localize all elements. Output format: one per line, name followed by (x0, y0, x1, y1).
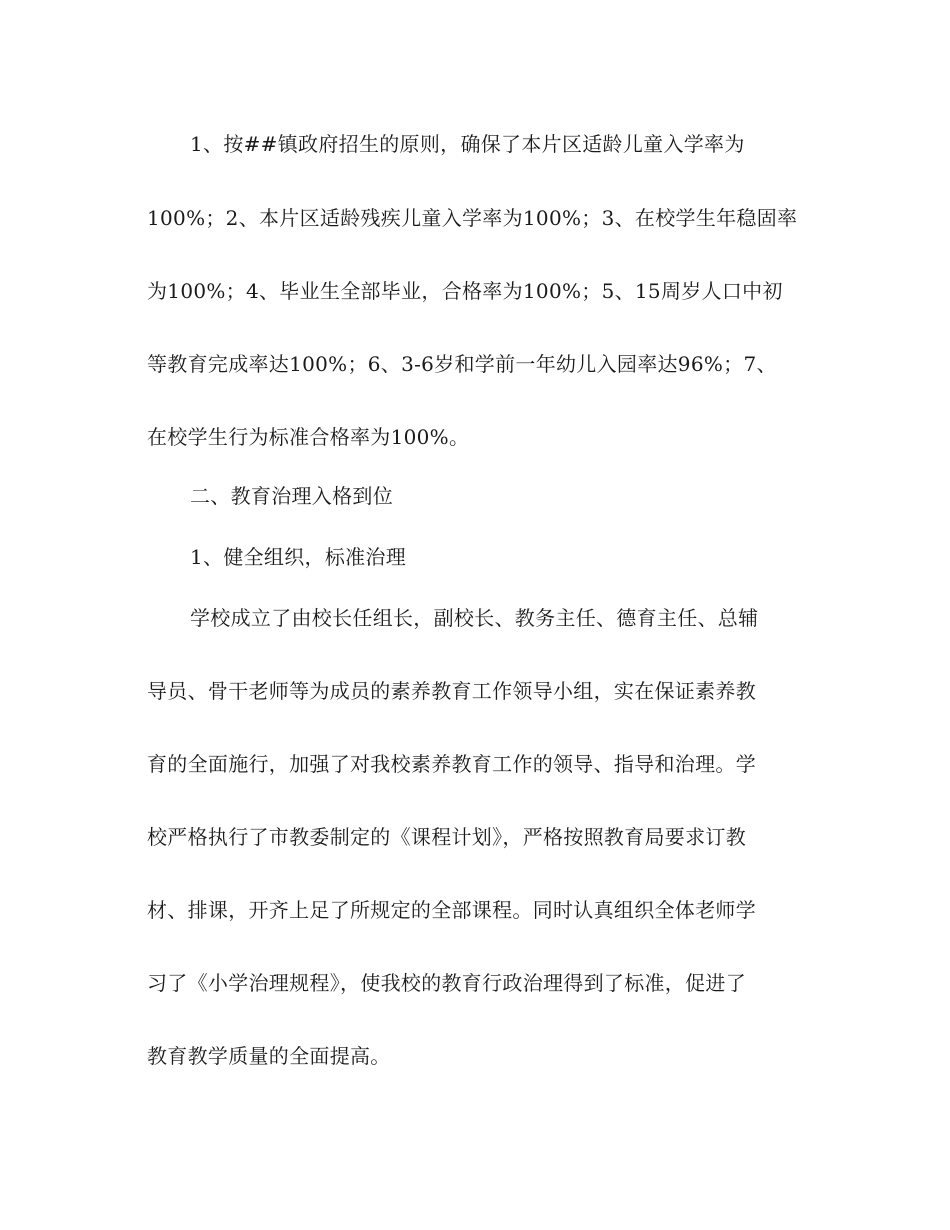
section-heading: 二、教育治理入格到位 (190, 484, 393, 508)
paragraph-line: 为100%；4、毕业生全部毕业，合格率为100%；5、15周岁人口中初 (147, 279, 783, 303)
paragraph-line: 育的全面施行，加强了对我校素养教育工作的领导、指导和治理。学 (147, 752, 756, 776)
paragraph-line: 教育教学质量的全面提高。 (147, 1044, 391, 1068)
paragraph-line: 材、排课，开齐上足了所规定的全部课程。同时认真组织全体老师学 (147, 898, 756, 922)
paragraph-line: 在校学生行为标准合格率为100%。 (147, 425, 470, 449)
paragraph-line: 100%；2、本片区适龄残疾儿童入学率为100%；3、在校学生年稳固率 (147, 206, 798, 230)
paragraph-line: 校严格执行了市教委制定的《课程计划》，严格按照教育局要求订教 (147, 825, 746, 849)
paragraph-line: 学校成立了由校长任组长，副校长、教务主任、德育主任、总辅 (190, 606, 759, 630)
subsection-heading: 1、健全组织，标准治理 (190, 545, 407, 569)
paragraph-line: 习了《小学治理规程》，使我校的教育行政治理得到了标准，促进了 (147, 971, 746, 995)
paragraph-line: 导员、骨干老师等为成员的素养教育工作领导小组，实在保证素养教 (147, 679, 756, 703)
paragraph-line: 等教育完成率达100%；6、3-6岁和学前一年幼儿入园率达96%；7、 (147, 352, 777, 376)
paragraph-line: 1、按##镇政府招生的原则，确保了本片区适龄儿童入学率为 (190, 132, 745, 156)
